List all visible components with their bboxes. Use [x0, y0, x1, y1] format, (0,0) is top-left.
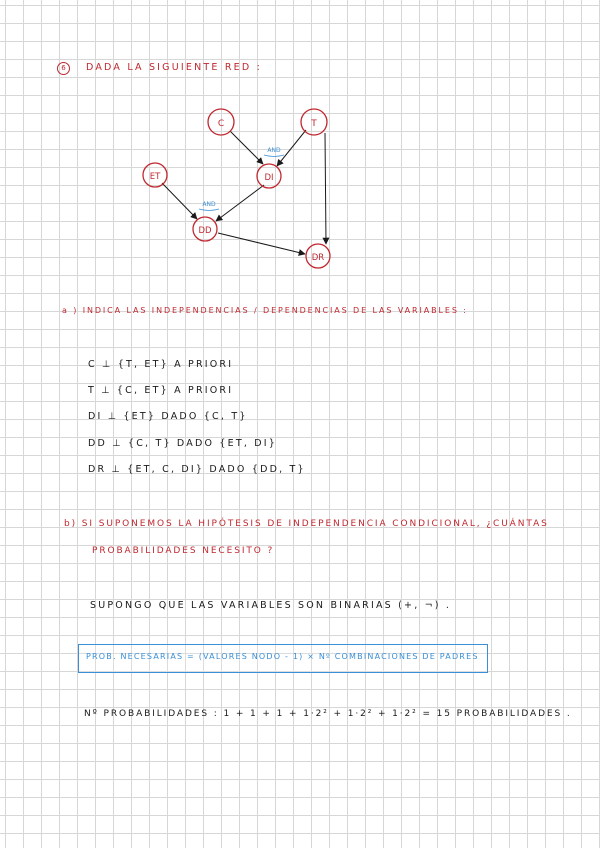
exercise-number-circle: 6 [57, 62, 70, 75]
node-dr [306, 244, 330, 268]
independence-line-2: T ⊥ {C, ET} A PRIORI [88, 385, 234, 396]
svg-text:DI: DI [264, 173, 274, 183]
node-dd [193, 217, 217, 241]
and-label-dd [199, 201, 219, 211]
edge-di-dd [216, 185, 264, 221]
part-b-question-line-2: PROBABILIDADES NECESITO ? [92, 546, 275, 556]
edge-et-dd [162, 183, 197, 219]
binary-assumption: SUPONGO QUE LAS VARIABLES SON BINARIAS (+, ¬) . [90, 600, 452, 611]
node-c [208, 109, 234, 135]
svg-text:DR: DR [311, 253, 325, 263]
and-label-di [264, 147, 284, 157]
node-t [301, 109, 327, 135]
edge-c-di [230, 131, 263, 164]
part-a-question: a ) INDICA LAS INDEPENDENCIAS / DEPENDENCIAS DE LAS VARIABLES : [62, 306, 468, 315]
part-b-question-line-1: b) SI SUPONEMOS LA HIPÓTESIS DE INDEPENDENCIA CONDICIONAL, ¿CUÁNTAS [64, 519, 549, 529]
edge-t-dr [325, 133, 326, 244]
edge-t-di [277, 130, 306, 166]
svg-text:C: C [217, 119, 225, 129]
independence-line-3: DI ⊥ {ET} DADO {C, T} [88, 411, 248, 422]
independence-line-4: DD ⊥ {C, T} DADO {ET, DI} [88, 438, 278, 449]
exercise-title: DADA LA SIGUIENTE RED : [86, 62, 262, 73]
node-et [143, 163, 167, 187]
svg-text:AND: AND [267, 147, 281, 154]
svg-text:AND: AND [202, 201, 216, 208]
independence-line-5: DR ⊥ {ET, C, DI} DADO {DD, T} [88, 464, 306, 475]
svg-text:DD: DD [198, 226, 212, 236]
svg-text:T: T [311, 119, 317, 129]
svg-text:ET: ET [149, 172, 161, 182]
formula-text: PROB. NECESARIAS = (VALORES NODO - 1) × Nº COMBINACIONES DE PADRES [86, 652, 479, 661]
result-line: Nº PROBABILIDADES : 1 + 1 + 1 + 1·2² + 1·2² + 1·2² = 15 PROBABILIDADES . [84, 709, 572, 719]
edge-dd-dr [218, 233, 305, 254]
independence-line-1: C ⊥ {T, ET} A PRIORI [88, 359, 234, 370]
node-di [257, 164, 281, 188]
